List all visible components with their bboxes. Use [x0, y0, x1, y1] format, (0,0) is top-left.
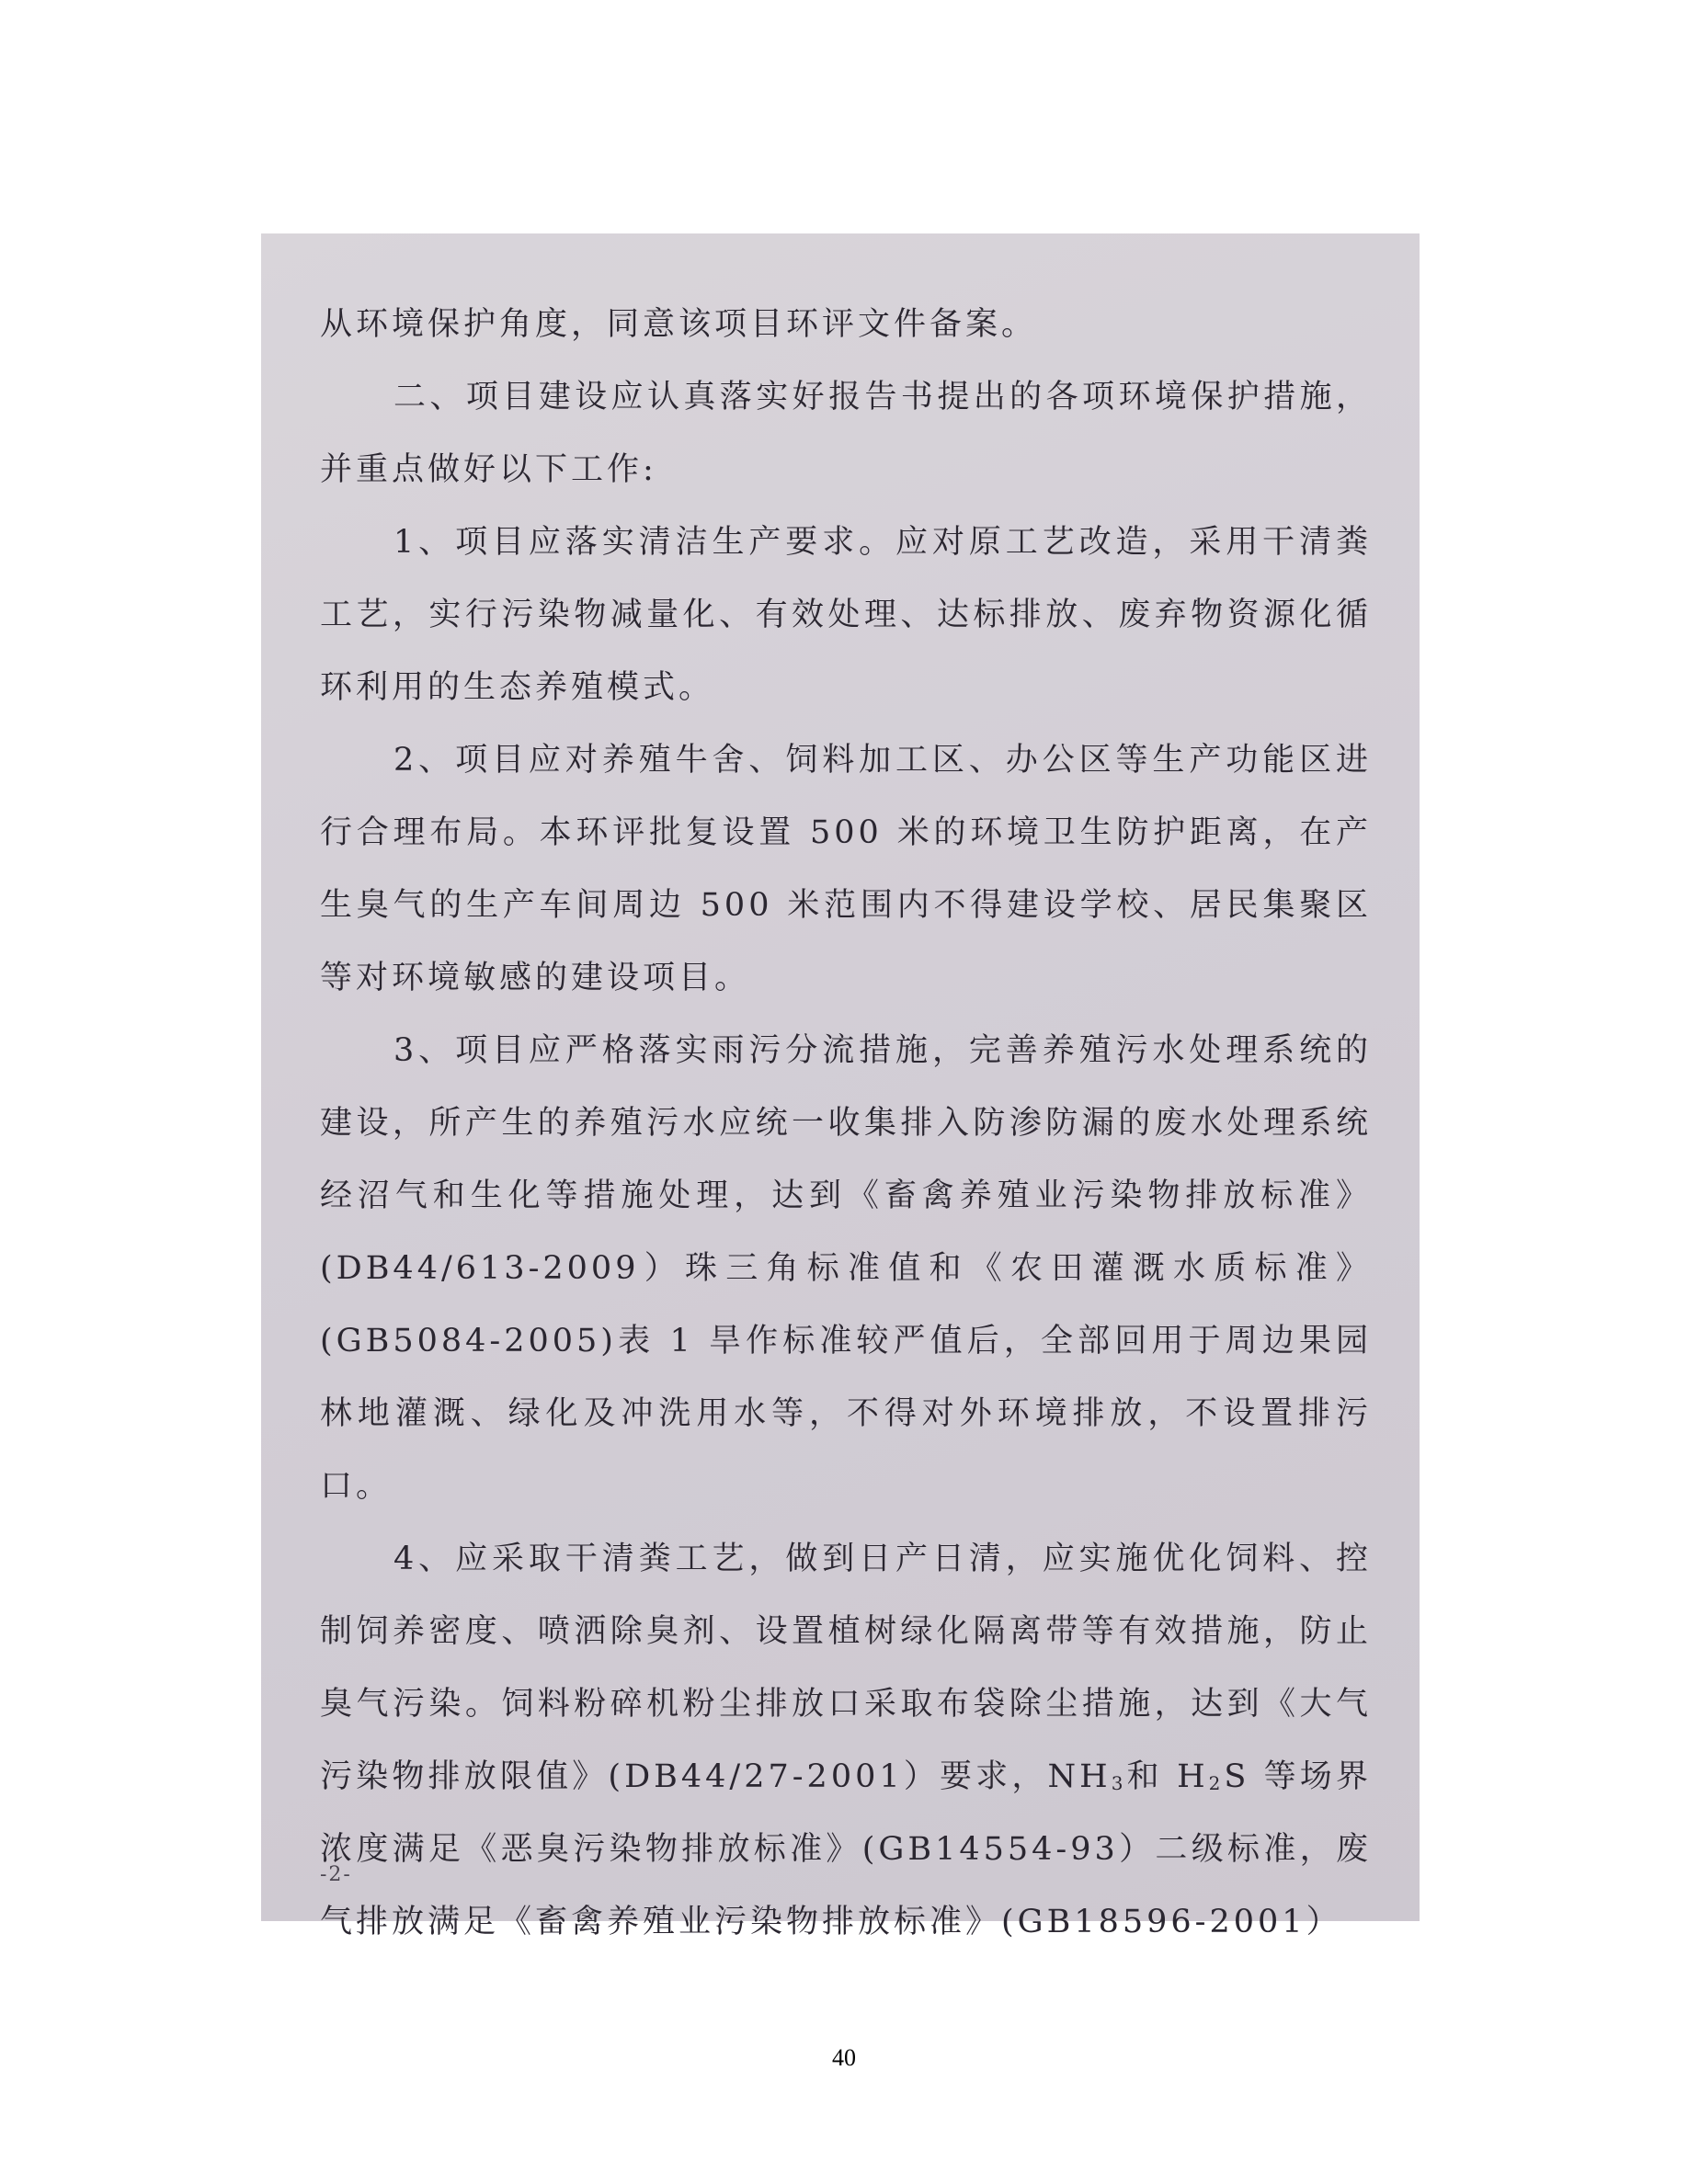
scan-page-marker: -2-: [320, 1863, 352, 1886]
paragraph: 二、项目建设应认真落实好报告书提出的各项环境保护措施，并重点做好以下工作:: [320, 379, 1372, 488]
paragraph: 从环境保护角度，同意该项目环评文件备案。: [320, 306, 1038, 343]
h2s-subscript: 2: [1208, 1772, 1225, 1794]
page-number: 40: [832, 2044, 856, 2071]
nh3-text: NH: [1047, 1758, 1112, 1795]
nh3-subscript: 3: [1111, 1772, 1127, 1794]
scanned-document-photo: [261, 233, 1420, 1940]
and-h-text: 和 H: [1126, 1758, 1209, 1795]
paragraph-tail-text: S 等场界浓度满足《恶臭污染物排放标准》(GB14554-93）二级标准，废气排放满足《畜禽养殖业污染物排放标准》(GB18596-2001）: [320, 1758, 1372, 1940]
paragraph: 2、项目应对养殖牛舍、饲料加工区、办公区等生产功能区进行合理布局。本环评批复设置 500 米的环境卫生防护距离，在产生臭气的生产车间周边 500 米范围内不得建设学校、居民集聚区等对环境敏感的建设项目。: [320, 742, 1372, 996]
paragraph-text: 4、应采取干清粪工艺，做到日产日清，应实施优化饲料、控制饲养密度、喷洒除臭剂、设置植树绿化隔离带等有效措施，防止臭气污染。饲料粉碎机粉尘排放口采取布袋除尘措施，达到《大气污染物排放限值》(DB44/27-2001）要求，: [320, 1541, 1372, 1795]
paragraph: 1、项目应落实清洁生产要求。应对原工艺改造，采用干清粪工艺，实行污染物减量化、有效处理、达标排放、废弃物资源化循环利用的生态养殖模式。: [320, 524, 1372, 706]
paragraph: 3、项目应严格落实雨污分流措施，完善养殖污水处理系统的建设，所产生的养殖污水应统一收集排入防渗防漏的废水处理系统经沼气和生化等措施处理，达到《畜禽养殖业污染物排放标准》(DB44/613-2009）珠三角标准值和《农田灌溉水质标准》(GB5084-2005)表 1 旱作标准较严值后，全部回用于周边果园林地灌溉、绿化及冲洗用水等，不得对外环境排放，不设置排污口。: [320, 1032, 1372, 1505]
document-body: [320, 289, 1372, 1959]
paragraph: [320, 1523, 1372, 1959]
